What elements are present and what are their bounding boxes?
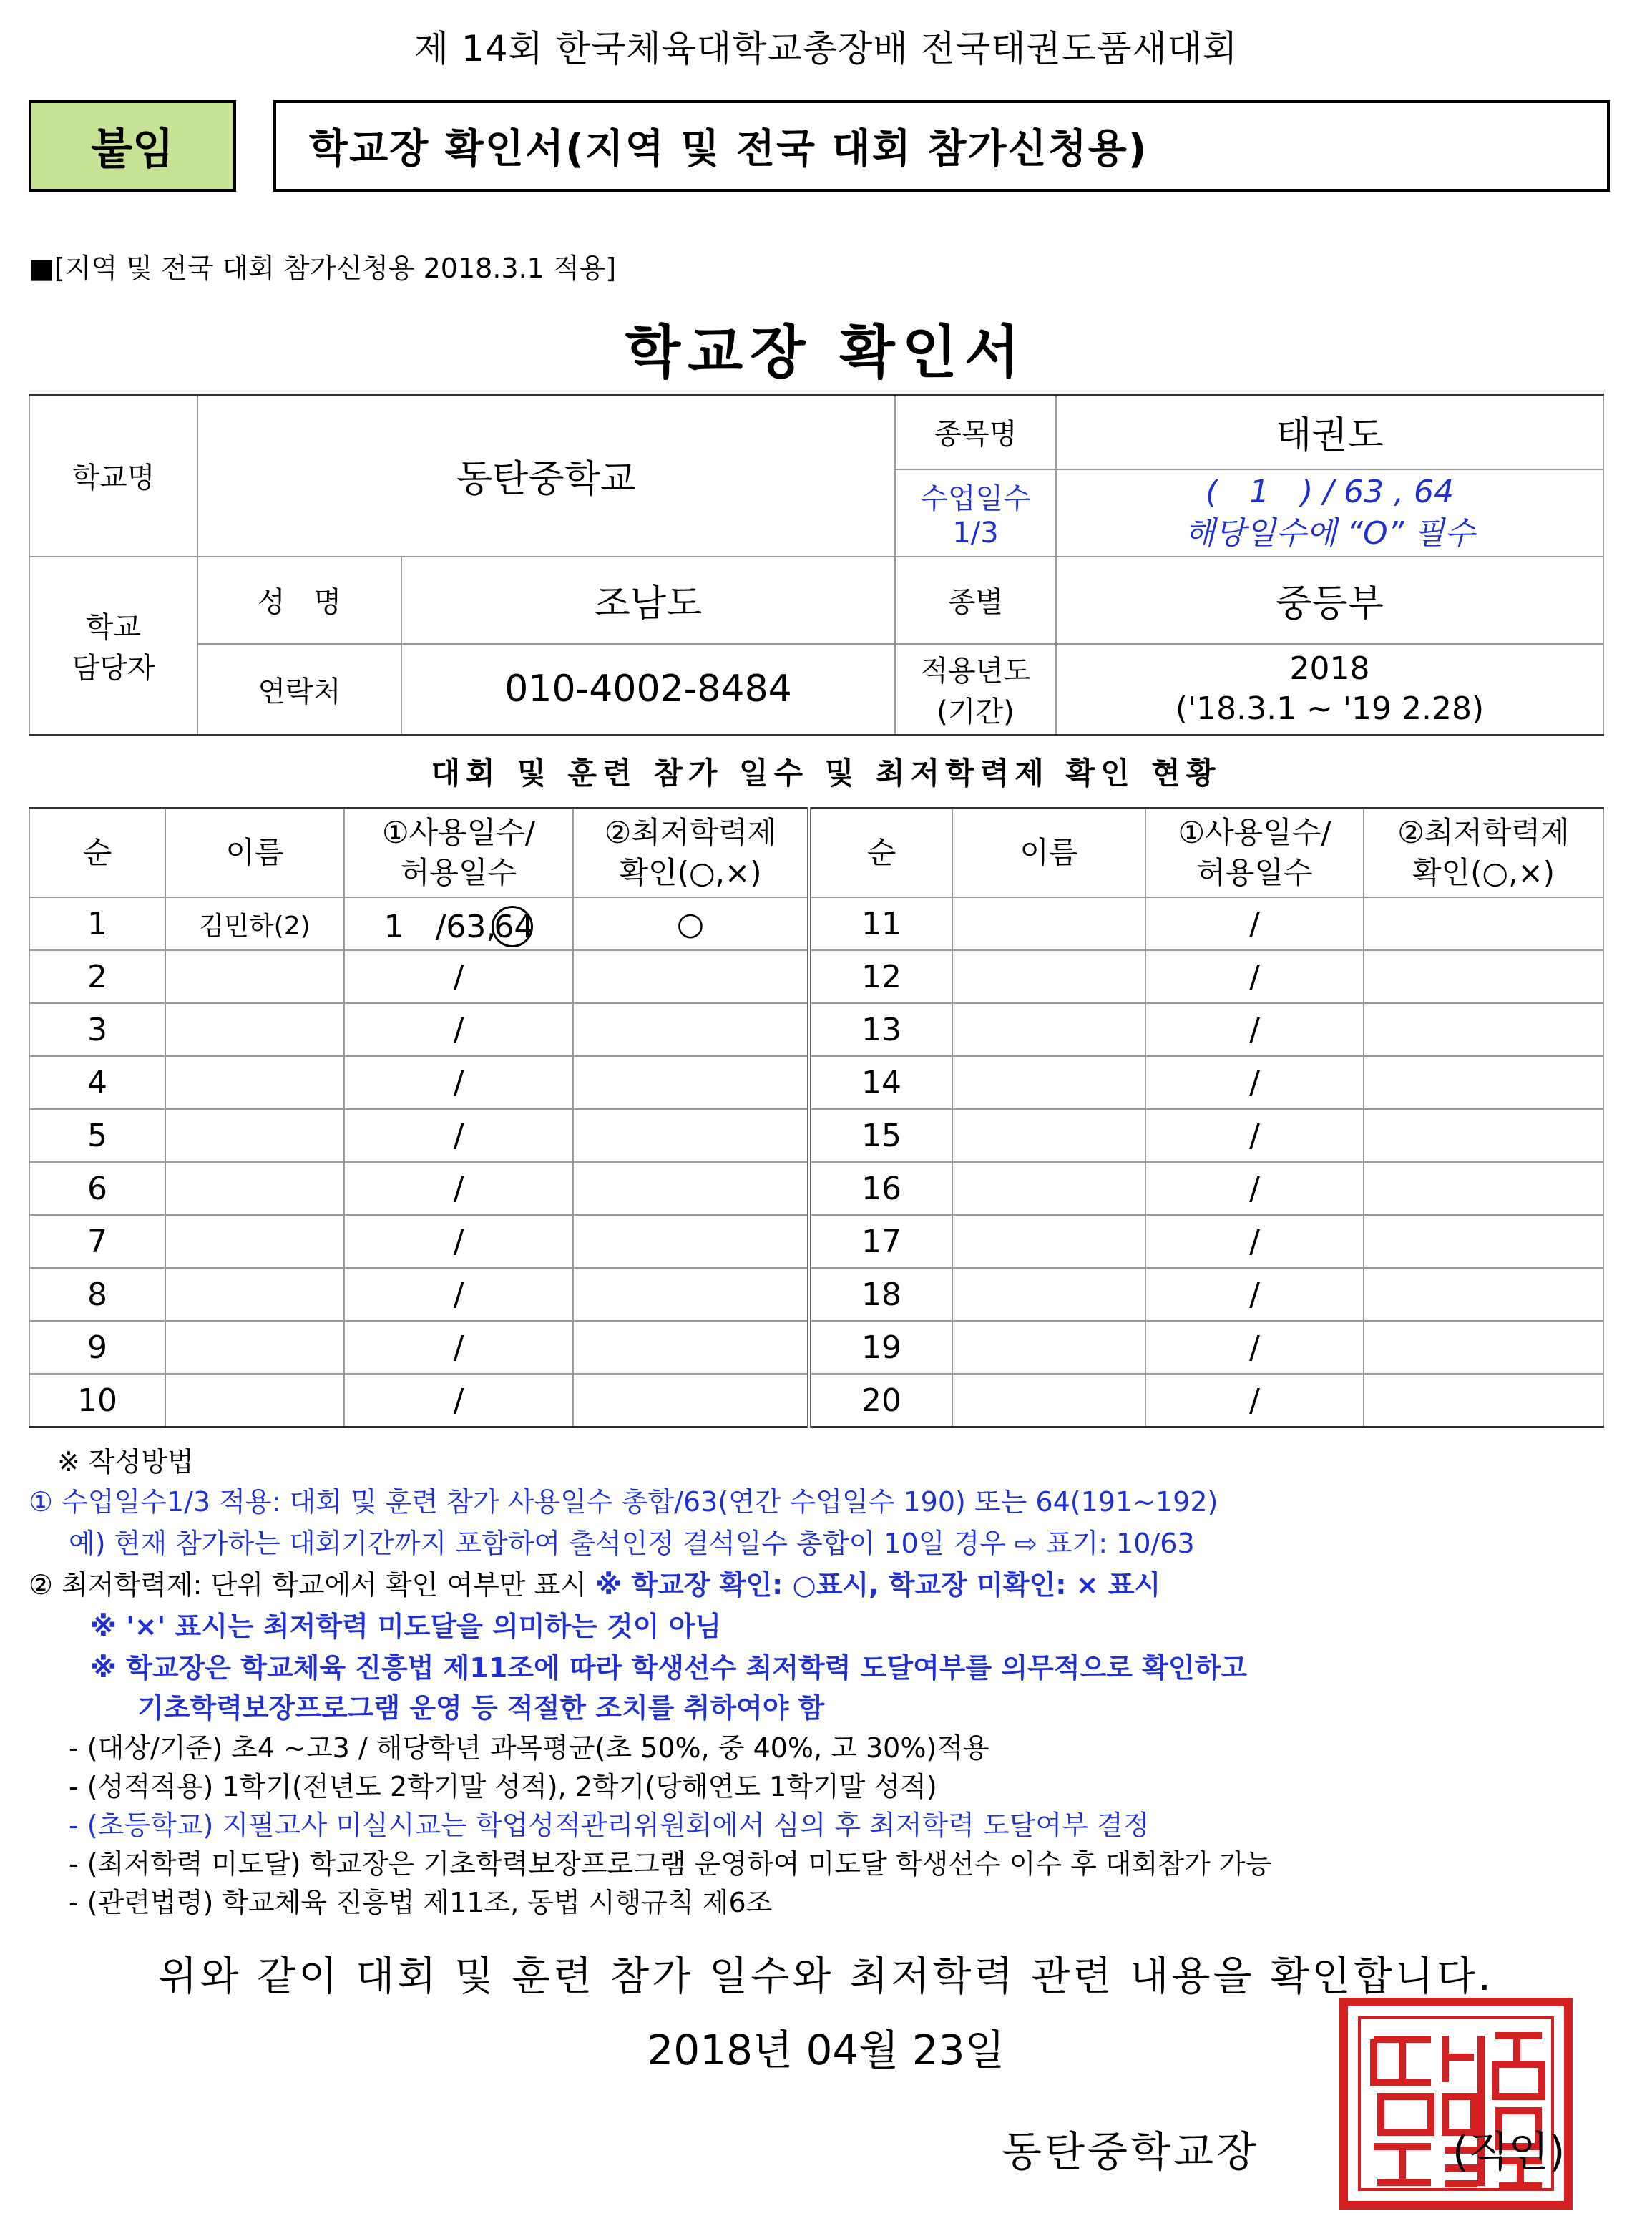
col-name-left: 이름: [165, 809, 344, 898]
used-days: /: [1145, 950, 1364, 1003]
used-days-text: /: [453, 1117, 464, 1154]
row-number: 8: [29, 1268, 165, 1321]
participants-table: [29, 807, 1604, 1428]
class-days-value-cell: [1056, 469, 1603, 557]
min-academic-check: [573, 1374, 809, 1427]
participant-name: [952, 1374, 1145, 1427]
instruction-dash1: - (대상/기준) 초4 ~고3 / 해당학년 과목평균(초 50%, 중 40%, 고 30%)적용: [69, 1732, 989, 1764]
official-seal-stamp: [1338, 1996, 1574, 2211]
col-days-left: [344, 809, 573, 898]
instruction-item1-line2: 예) 현재 참가하는 대회기간까지 포함하여 출석인정 결석일수 총합이 10일 경우 ⇨ 표기: 10/63: [69, 1528, 1195, 1559]
year-value-cell: [1056, 644, 1603, 736]
used-days: [344, 1268, 573, 1321]
year-value: 2018: [1289, 650, 1370, 688]
name-value: 조남도: [401, 557, 895, 644]
row-number: 3: [29, 1003, 165, 1056]
document-title: 학교장 확인서: [625, 319, 1027, 386]
document-heading: 학교장 확인서(지역 및 전국 대회 참가신청용): [273, 100, 1610, 192]
used-days-text: /: [453, 1276, 464, 1313]
participant-name: [952, 897, 1145, 950]
year-label-line1: 적용년도: [920, 655, 1031, 688]
row-number: 15: [809, 1109, 952, 1162]
participant-name: [165, 1109, 344, 1162]
min-academic-check: [1364, 1056, 1603, 1109]
col-check-left: [573, 809, 809, 898]
table-row: [29, 950, 1603, 1003]
instruction-note2-line2: 기초학력보장프로그램 운영 등 적절한 조치를 취하여야 함: [137, 1692, 825, 1724]
used-days-text: /: [453, 1170, 464, 1207]
used-days-text: /: [453, 1223, 464, 1260]
row-number: 17: [809, 1215, 952, 1268]
row-number: 9: [29, 1321, 165, 1374]
col-check-left-line2: 확인(○,×): [619, 855, 762, 890]
row-number: 4: [29, 1056, 165, 1109]
class-days-label: [895, 469, 1056, 557]
instruction-item2-prefix: ② 최저학력제: 단위 학교에서 확인 여부만 표시: [29, 1569, 587, 1601]
used-days: /: [1145, 1374, 1364, 1427]
class-days-value: ( 1 ) / 63 , 64: [1205, 473, 1455, 510]
used-days: [344, 1056, 573, 1109]
min-academic-check: [1364, 1109, 1603, 1162]
used-days-text: /: [453, 1011, 464, 1048]
used-days-text: /: [453, 1329, 464, 1366]
used-days: [344, 1215, 573, 1268]
participant-name: [952, 950, 1145, 1003]
col-name-right: 이름: [952, 809, 1145, 898]
participant-name: [952, 1268, 1145, 1321]
used-days: [344, 1374, 573, 1427]
used-days: /: [1145, 1162, 1364, 1215]
year-label-line2: (기간): [937, 695, 1015, 729]
used-days: [344, 897, 573, 950]
contact-value: 010-4002-8484: [401, 644, 895, 736]
used-days: [344, 1109, 573, 1162]
table-row: [29, 1374, 1603, 1427]
confirmation-statement: 위와 같이 대회 및 훈련 참가 일수와 최저학력 관련 내용을 확인합니다.: [158, 1953, 1494, 2000]
participant-name: [952, 1162, 1145, 1215]
class-days-label-line2: 1/3: [952, 517, 999, 550]
participant-name: [952, 1321, 1145, 1374]
staff-label-line1: 학교: [85, 611, 142, 645]
name-label: 성 명: [197, 557, 401, 644]
row-number: 2: [29, 950, 165, 1003]
used-days: [344, 950, 573, 1003]
school-info-table: [29, 394, 1604, 736]
instruction-item2: [29, 1563, 1160, 1602]
row-number: 16: [809, 1162, 952, 1215]
instruction-dash2: - (성적적용) 1학기(전년도 2학기말 성적), 2학기(당해연도 1학기말 성적): [69, 1771, 937, 1802]
row-number: 20: [809, 1374, 952, 1427]
table-row: [29, 1268, 1603, 1321]
table-row: [29, 1003, 1603, 1056]
col-check-right: [1364, 809, 1603, 898]
min-academic-check: [573, 950, 809, 1003]
row-number: 14: [809, 1056, 952, 1109]
used-days: /: [1145, 1056, 1364, 1109]
year-period: ('18.3.1 ~ '19 2.28): [1175, 690, 1485, 728]
min-academic-check: [1364, 1162, 1603, 1215]
used-days: /: [1145, 897, 1364, 950]
participant-name: [165, 1268, 344, 1321]
school-name-label: 학교명: [29, 395, 197, 557]
class-days-label-line1: 수업일수: [920, 482, 1031, 515]
participant-name: [165, 1003, 344, 1056]
participant-name: [952, 1215, 1145, 1268]
min-academic-check: ○: [573, 897, 809, 950]
min-academic-check: [573, 1268, 809, 1321]
used-days-text: /: [453, 1064, 464, 1101]
instruction-note1: ※ '×' 표시는 최저학력 미도달을 의미하는 것이 아님: [90, 1611, 722, 1642]
row-number: 19: [809, 1321, 952, 1374]
participant-name: [165, 1056, 344, 1109]
col-days-right: [1145, 809, 1364, 898]
participant-name: [165, 1374, 344, 1427]
row-number: 18: [809, 1268, 952, 1321]
table-row: [29, 1056, 1603, 1109]
sport-label: 종목명: [895, 395, 1056, 469]
sport-value: 태권도: [1056, 395, 1603, 469]
min-academic-check: [1364, 1215, 1603, 1268]
used-days: [344, 1003, 573, 1056]
used-days: [344, 1321, 573, 1374]
table-row: [29, 1321, 1603, 1374]
participant-name: [165, 1321, 344, 1374]
row-number: 10: [29, 1374, 165, 1427]
min-academic-check: [1364, 1374, 1603, 1427]
instruction-dash4: - (최저학력 미도달) 학교장은 기초학력보장프로그램 운영하여 미도달 학생선수 이수 후 대회참가 가능: [69, 1848, 1272, 1880]
used-days-text: /: [453, 1382, 464, 1419]
used-days: /: [1145, 1321, 1364, 1374]
participant-name: [952, 1109, 1145, 1162]
min-academic-check: [573, 1321, 809, 1374]
instruction-note2-line1: ※ 학교장은 학교체육 진흥법 제11조에 따라 학생선수 최저학력 도달여부를 의무적으로 확인하고: [90, 1652, 1248, 1684]
col-check-right-line1: ②최저학력제: [1397, 815, 1570, 850]
min-academic-check: [573, 1056, 809, 1109]
row-number: 11: [809, 897, 952, 950]
participant-name: [952, 1003, 1145, 1056]
min-academic-check: [1364, 1321, 1603, 1374]
col-days-left-line2: 허용일수: [400, 855, 517, 890]
used-days: /: [1145, 1109, 1364, 1162]
col-no-right: 순: [809, 809, 952, 898]
division-label: 종별: [895, 557, 1056, 644]
min-academic-check: [573, 1109, 809, 1162]
min-academic-check: [1364, 950, 1603, 1003]
application-notice: ■[지역 및 전국 대회 참가신청용 2018.3.1 적용]: [29, 253, 617, 284]
class-days-note: 해당일수에 “O” 필수: [1184, 514, 1475, 552]
row-number: 12: [809, 950, 952, 1003]
participant-name: 김민하(2): [165, 897, 344, 950]
used-days-text: 1 /63,: [383, 908, 497, 945]
year-label: [895, 644, 1056, 736]
col-no-left: 순: [29, 809, 165, 898]
school-name-value: 동탄중학교: [197, 395, 895, 557]
table-row: [29, 1162, 1603, 1215]
row-number: 6: [29, 1162, 165, 1215]
participant-name: [165, 1162, 344, 1215]
instruction-dash5: - (관련법령) 학교체육 진흥법 제11조, 동법 시행규칙 제6조: [69, 1887, 773, 1918]
col-check-right-line2: 확인(○,×): [1412, 855, 1555, 890]
section-title: 대회 및 훈련 참가 일수 및 최저학력제 확인 현황: [431, 756, 1221, 791]
attachment-badge: 붙임: [29, 100, 236, 192]
participant-name: [952, 1056, 1145, 1109]
event-title: 제 14회 한국체육대학교총장배 전국태권도품새대회: [414, 28, 1238, 69]
min-academic-check: [573, 1003, 809, 1056]
issue-date: 2018년 04월 23일: [647, 2026, 1005, 2074]
staff-label-line2: 담당자: [72, 652, 155, 685]
used-days-circled: 64: [492, 906, 533, 947]
col-days-left-line1: ①사용일수/: [381, 815, 536, 850]
used-days: /: [1145, 1215, 1364, 1268]
min-academic-check: [1364, 897, 1603, 950]
table-row: [29, 1109, 1603, 1162]
staff-label: [29, 557, 197, 736]
used-days: [344, 1162, 573, 1215]
participant-name: [165, 1215, 344, 1268]
row-number: 1: [29, 897, 165, 950]
col-check-left-line1: ②최저학력제: [604, 815, 777, 850]
instruction-item1-line1: ① 수업일수1/3 적용: 대회 및 훈련 참가 사용일수 총합/63(연간 수업일수 190) 또는 64(191~192): [29, 1486, 1218, 1518]
min-academic-check: [573, 1215, 809, 1268]
min-academic-check: [1364, 1003, 1603, 1056]
table-row: [29, 897, 1603, 950]
row-number: 13: [809, 1003, 952, 1056]
division-value: 중등부: [1056, 557, 1603, 644]
instruction-dash3: - (초등학교) 지필고사 미실시교는 학업성적관리위원회에서 심의 후 최저학력 도달여부 결정: [69, 1810, 1150, 1841]
row-number: 7: [29, 1215, 165, 1268]
principal-name: 동탄중학교장: [1002, 2127, 1260, 2176]
col-days-right-line2: 허용일수: [1196, 855, 1313, 890]
instruction-item2-suffix: ※ 학교장 확인: ○표시, 학교장 미확인: × 표시: [595, 1569, 1161, 1601]
used-days-text: /: [453, 958, 464, 995]
min-academic-check: [573, 1162, 809, 1215]
contact-label: 연락처: [197, 644, 401, 736]
col-days-right-line1: ①사용일수/: [1178, 815, 1331, 850]
min-academic-check: [1364, 1268, 1603, 1321]
participant-name: [165, 950, 344, 1003]
instructions-heading: ※ 작성방법: [57, 1446, 194, 1478]
row-number: 5: [29, 1109, 165, 1162]
table-row: [29, 1215, 1603, 1268]
used-days: /: [1145, 1268, 1364, 1321]
seal-mark-label: (직인): [1452, 2127, 1565, 2176]
used-days: /: [1145, 1003, 1364, 1056]
